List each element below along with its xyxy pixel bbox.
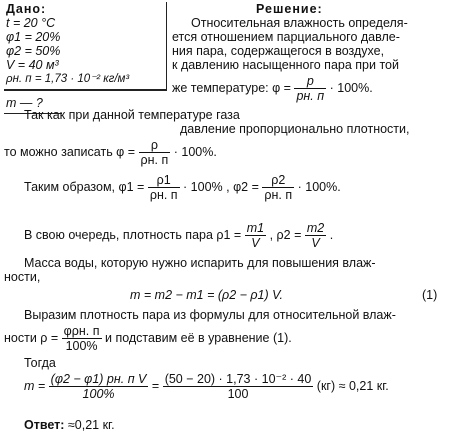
fraction-numerator: ρ2: [262, 173, 294, 188]
formula-prefix: Таким образом, φ1 =: [24, 180, 145, 194]
fraction-denominator: 100%: [82, 387, 115, 402]
para1-line3: ния пара, содержащегося в воздухе,: [172, 44, 385, 58]
fraction-final-symbolic: [49, 372, 149, 401]
fraction-m1-over-v: [245, 221, 266, 250]
formula-suffix: и подставим её в уравнение (1).: [104, 331, 292, 345]
formula-prefix: то можно записать φ =: [4, 145, 136, 159]
fraction-numerator: m1: [246, 221, 265, 236]
fraction-denominator: pн. п: [296, 89, 325, 104]
fraction-p-over-pnp: [294, 74, 326, 103]
solution-heading: Решение:: [256, 2, 323, 16]
fraction-phi-rhonp: [62, 324, 102, 353]
fraction-denominator: V: [251, 236, 260, 251]
formula-phi-density: [4, 137, 217, 167]
fraction-rho-over-rhonp: [139, 138, 171, 167]
fraction-denominator: ρн. п: [149, 188, 178, 203]
para1-line4: к давлению насыщенного пара при той: [172, 58, 399, 72]
formula-prefix: ности ρ =: [4, 331, 59, 345]
fraction-denominator: ρн. п: [264, 188, 293, 203]
given-line-1: t = 20 °C: [6, 16, 56, 30]
fraction-numerator: (φ2 − φ1) pн. п V: [50, 372, 147, 387]
para6-line1: Выразим плотность пара из формулы для относительной влаж-: [24, 308, 396, 322]
fraction-denominator: V: [311, 236, 320, 251]
given-line-4: V = 40 м³: [6, 58, 59, 72]
formula-phi-pressure: [172, 73, 373, 103]
answer-line: [24, 418, 115, 433]
formula-rho-mass: [24, 220, 333, 250]
formula-prefix: m =: [24, 379, 46, 393]
formula-suffix: .: [329, 228, 334, 242]
fraction-rho2: [262, 173, 294, 202]
formula-rho-from-phi: [4, 323, 292, 353]
fraction-denominator: ρн. п: [140, 153, 169, 168]
then-label: Тогда: [24, 356, 56, 370]
fraction-numerator: m2: [306, 221, 325, 236]
final-formula: [24, 371, 389, 401]
fraction-denominator: 100%: [65, 339, 98, 354]
formula-suffix: · 100%.: [173, 145, 217, 159]
para2-line1: Так как при данной температуре газа: [24, 108, 240, 122]
given-heading: Дано:: [6, 2, 47, 16]
fraction-denominator: 100: [227, 387, 249, 402]
answer-value: ≈0,21 кг.: [67, 418, 115, 432]
given-line-5: ρн. п = 1,73 · 10⁻² кг/м³: [6, 73, 130, 85]
fraction-rho1: [148, 173, 180, 202]
formula-prefix: В свою очередь, плотность пара ρ1 =: [24, 228, 242, 242]
fraction-numerator: ρ1: [148, 173, 180, 188]
given-line-2: φ1 = 20%: [6, 30, 61, 44]
para1-line1: Относительная влажность определя-: [191, 16, 408, 30]
para5-line1: Масса воды, которую нужно испарить для повышения влаж-: [24, 256, 376, 270]
fraction-numerator: p: [294, 74, 326, 89]
given-line-3: φ2 = 50%: [6, 44, 61, 58]
formula-prefix: же температуре: φ =: [172, 81, 291, 95]
formula-equals: =: [151, 379, 160, 393]
formula-phi1-phi2: [24, 172, 341, 202]
para5-line2: ности,: [4, 270, 41, 284]
formula-middle: · 100% , φ2 =: [183, 180, 259, 194]
fraction-numerator: (50 − 20) · 1,73 · 10⁻² · 40: [164, 372, 312, 387]
given-divider: [4, 89, 166, 90]
equation-1: m = m2 − m1 = (ρ2 − ρ1) V.: [130, 288, 284, 302]
formula-suffix: (кг) ≈ 0,21 кг.: [316, 379, 389, 393]
formula-middle: , ρ2 =: [269, 228, 302, 242]
formula-suffix: · 100%.: [329, 81, 373, 95]
formula-suffix: · 100%.: [297, 180, 341, 194]
para1-line2: ется отношением парциального давле-: [172, 30, 400, 44]
fraction-final-numeric: [163, 372, 314, 401]
answer-label: Ответ:: [24, 418, 65, 432]
fraction-m2-over-v: [305, 221, 326, 250]
para2-line2: давление пропорционально плотности,: [180, 122, 410, 136]
fraction-numerator: ρ: [139, 138, 171, 153]
find-text: m — ?: [6, 96, 43, 110]
equation-1-number: (1): [422, 288, 438, 302]
fraction-numerator: φρн. п: [63, 324, 100, 339]
